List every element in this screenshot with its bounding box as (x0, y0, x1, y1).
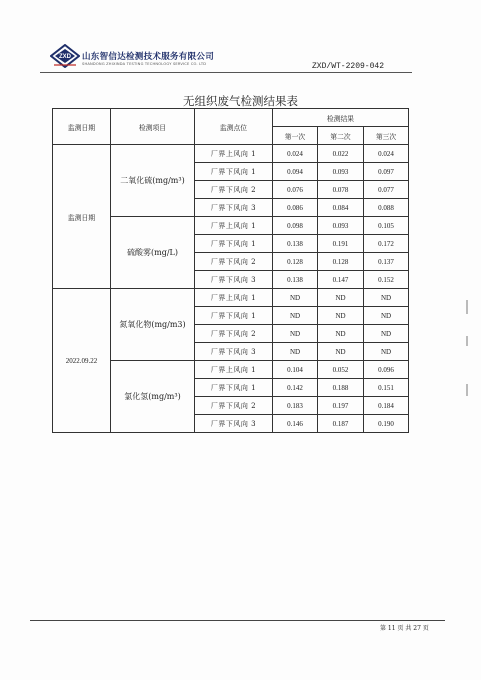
result-run-2: ND (318, 307, 364, 325)
monitor-point: 厂界下风向 1 (195, 163, 273, 181)
result-run-1: ND (273, 307, 318, 325)
monitor-date-label: 监测日期 (53, 145, 111, 289)
document-code: ZXD/WT-2209-042 (312, 62, 385, 71)
result-run-3: ND (364, 343, 409, 361)
result-run-1: ND (273, 289, 318, 307)
table-row (53, 289, 409, 307)
result-run-3: 0.096 (364, 361, 409, 379)
company-name-cn: 山东智信达检测技术服务有限公司 (82, 52, 215, 62)
result-run-3: 0.024 (364, 145, 409, 163)
page-number: 第 11 页 共 27 页 (380, 625, 429, 632)
result-run-3: 0.105 (364, 217, 409, 235)
monitor-point: 厂界上风向 1 (195, 289, 273, 307)
result-run-2: 0.128 (318, 253, 364, 271)
result-run-3: ND (364, 325, 409, 343)
monitor-point: 厂界上风向 1 (195, 361, 273, 379)
logo-text: ZXD (59, 54, 71, 60)
monitor-point: 厂界下风向 1 (195, 307, 273, 325)
result-run-2: 0.078 (318, 181, 364, 199)
result-run-3: 0.184 (364, 397, 409, 415)
test-item: 氯化氢(mg/m³) (111, 361, 195, 433)
result-run-1: 0.138 (273, 271, 318, 289)
result-run-2: ND (318, 325, 364, 343)
monitor-point: 厂界下风向 2 (195, 181, 273, 199)
result-run-2: 0.187 (318, 415, 364, 433)
monitor-point: 厂界下风向 3 (195, 271, 273, 289)
header-point: 监测点位 (195, 109, 273, 145)
binding-mark (466, 384, 468, 396)
header-run-2: 第二次 (318, 127, 364, 145)
result-run-3: 0.077 (364, 181, 409, 199)
company-logo-icon (50, 44, 80, 68)
header-run-3: 第三次 (364, 127, 409, 145)
result-run-2: 0.052 (318, 361, 364, 379)
result-run-1: 0.098 (273, 217, 318, 235)
result-run-2: 0.197 (318, 397, 364, 415)
header-run-1: 第一次 (273, 127, 318, 145)
result-run-3: ND (364, 289, 409, 307)
results-table (52, 108, 409, 433)
test-item: 硫酸雾(mg/L) (111, 217, 195, 289)
result-run-3: 0.088 (364, 199, 409, 217)
monitor-date-value: 2022.09.22 (53, 289, 111, 433)
result-run-1: 0.086 (273, 199, 318, 217)
result-run-3: 0.152 (364, 271, 409, 289)
result-run-1: ND (273, 325, 318, 343)
binding-mark (466, 336, 468, 346)
binding-mark (466, 300, 468, 314)
monitor-point: 厂界下风向 1 (195, 379, 273, 397)
header-row-1 (53, 109, 409, 127)
result-run-3: 0.137 (364, 253, 409, 271)
monitor-point: 厂界下风向 2 (195, 397, 273, 415)
result-run-2: 0.147 (318, 271, 364, 289)
monitor-point: 厂界下风向 2 (195, 253, 273, 271)
monitor-point: 厂界下风向 2 (195, 325, 273, 343)
table-title: 无组织废气检测结果表 (183, 94, 298, 108)
result-run-1: 0.138 (273, 235, 318, 253)
result-run-2: ND (318, 343, 364, 361)
monitor-point: 厂界上风向 1 (195, 145, 273, 163)
monitor-point: 厂界下风向 3 (195, 343, 273, 361)
result-run-3: 0.151 (364, 379, 409, 397)
result-run-3: 0.097 (364, 163, 409, 181)
result-run-1: 0.094 (273, 163, 318, 181)
result-run-1: 0.146 (273, 415, 318, 433)
header-results: 检测结果 (273, 109, 409, 127)
result-run-1: 0.104 (273, 361, 318, 379)
result-run-2: 0.191 (318, 235, 364, 253)
result-run-2: 0.093 (318, 217, 364, 235)
test-item: 氮氧化物(mg/m3) (111, 289, 195, 361)
company-name-en: SHANDONG ZHIXINDA TESTING TECHNOLOGY SERVICE CO. LTD (82, 62, 207, 66)
result-run-1: 0.128 (273, 253, 318, 271)
monitor-point: 厂界下风向 1 (195, 235, 273, 253)
monitor-point: 厂界下风向 3 (195, 199, 273, 217)
monitor-point: 厂界下风向 3 (195, 415, 273, 433)
result-run-1: 0.076 (273, 181, 318, 199)
result-run-2: 0.188 (318, 379, 364, 397)
result-run-3: 0.172 (364, 235, 409, 253)
result-run-1: 0.183 (273, 397, 318, 415)
header-monitor-date: 监测日期 (53, 109, 111, 145)
result-run-1: ND (273, 343, 318, 361)
header-divider (40, 72, 412, 73)
result-run-2: 0.022 (318, 145, 364, 163)
result-run-2: 0.093 (318, 163, 364, 181)
monitor-point: 厂界上风向 1 (195, 217, 273, 235)
header-item: 检测项目 (111, 109, 195, 145)
result-run-3: ND (364, 307, 409, 325)
result-run-3: 0.190 (364, 415, 409, 433)
result-run-2: ND (318, 289, 364, 307)
result-run-1: 0.024 (273, 145, 318, 163)
result-run-1: 0.142 (273, 379, 318, 397)
result-run-2: 0.084 (318, 199, 364, 217)
test-item: 二氧化硫(mg/m³) (111, 145, 195, 217)
footer-divider (30, 620, 445, 621)
table-row (53, 145, 409, 163)
